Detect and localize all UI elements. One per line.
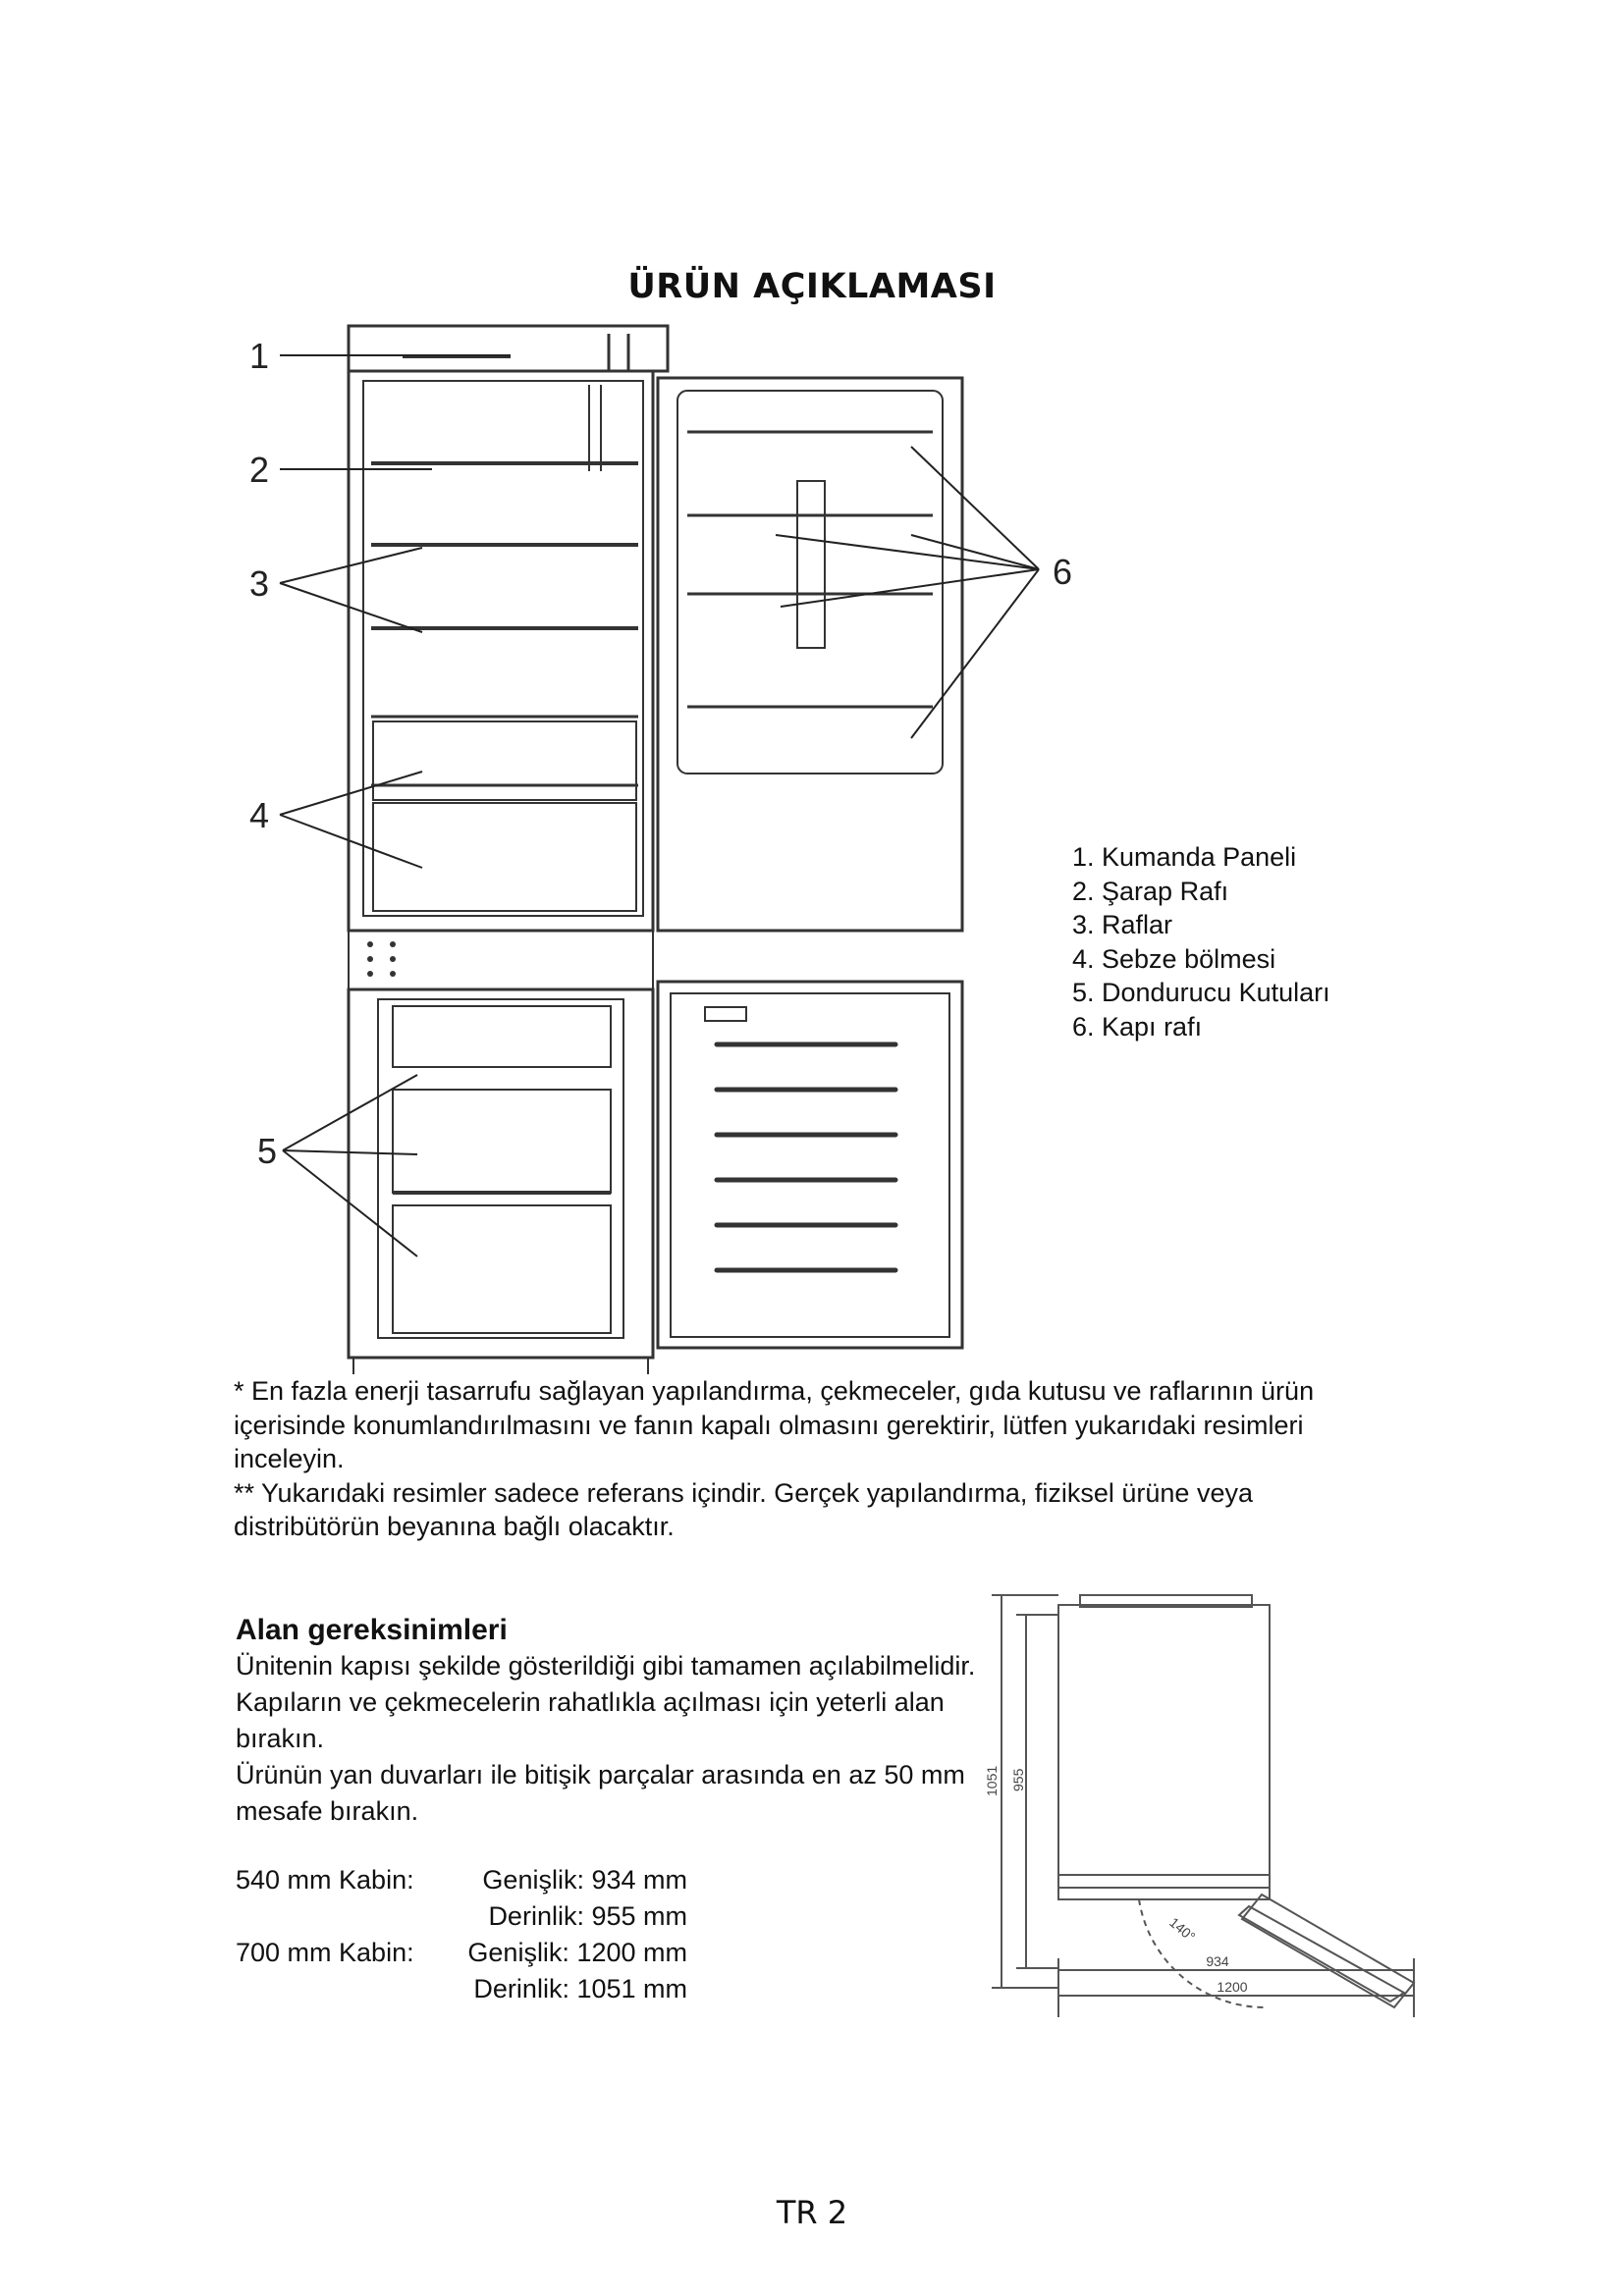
leader-line-6b [776,535,1039,569]
legend-item: 5. Dondurucu Kutuları [1072,978,1330,1007]
freezer-door [658,982,962,1348]
callout-2: 2 [249,450,270,490]
space-heading: Alan gereksinimleri [236,1614,508,1646]
width-small-label: 934 [1206,1953,1229,1969]
freezer-drawer [393,1205,611,1333]
note-energy: * En fazla enerji tasarrufu sağlayan yapılandırma, çekmeceler, gıda kutusu ve raflarının ürün içerisinde konumlandırılmasını ve fanın kapalı olmasını gerektirir, lütfen yukarıdaki resimleri inceleyin. [234,1376,1315,1473]
legend-item: 3. Raflar [1072,910,1173,939]
component-legend [1072,840,1330,1043]
top-view-plan [982,1585,1424,2037]
dimension-label: 540 mm Kabin: [236,1865,414,1895]
legend-item: 6. Kapı rafı [1072,1011,1203,1041]
freezer-drawer [393,1006,611,1067]
freezer-cabinet [349,989,653,1358]
crisper-drawer [373,803,636,911]
leader-line-4a [280,772,422,815]
leader-line-3b [280,583,422,632]
dimension-value: Derinlik: 955 mm [488,1901,687,1931]
outer-depth-label: 1051 [984,1765,1000,1796]
freezer-drawer [393,1090,611,1193]
notes-section [234,1374,1392,1544]
dimension-value: Derinlik: 1051 mm [473,1974,687,2003]
legend-item: 2. Şarap Rafı [1072,876,1229,906]
legend-item: 4. Sebze bölmesi [1072,943,1276,974]
space-requirements [236,1613,982,1830]
space-paragraph: Ünitenin kapısı şekilde gösterildiği gibi tamamen açılabilmelidir. Kapıların ve çekmecelerin rahatlıkla açılması için yeterli alan bırakın. [236,1651,976,1753]
callout-5: 5 [257,1131,278,1171]
page-title: ÜRÜN AÇIKLAMASI [627,267,997,306]
legend-item: 1. Kumanda Paneli [1072,842,1297,872]
leader-line-6d [781,569,1039,607]
callout-3: 3 [249,563,270,604]
callout-1: 1 [249,336,270,376]
note-reference: ** Yukarıdaki resimler sadece referans içindir. Gerçek yapılandırma, fiziksel ürüne veya distribütörün beyanına bağlı olacaktır. [234,1477,1253,1541]
dimension-label: 700 mm Kabin: [236,1938,414,1967]
leader-line-3a [280,548,422,583]
space-paragraph: Ürünün yan duvarları ile bitişik parçalar arasında en az 50 mm mesafe bırakın. [236,1760,965,1826]
dimension-value: Genişlik: 934 mm [482,1865,687,1895]
callout-6: 6 [1053,552,1073,592]
width-large-label: 1200 [1217,1979,1248,1995]
cabinet-outline [1058,1605,1270,1899]
fridge-cabinet [349,371,653,931]
page-number: TR 2 [776,2194,848,2231]
fridge-door [658,378,962,931]
control-panel-outline [349,326,668,371]
dimension-value: Genişlik: 1200 mm [467,1938,687,1967]
crisper-drawer [373,721,636,800]
leader-line-6a [911,447,1039,569]
callout-4: 4 [249,795,270,835]
leader-line-4b [280,815,422,868]
angle-label: 140° [1166,1914,1199,1945]
inner-depth-label: 955 [1010,1768,1026,1791]
